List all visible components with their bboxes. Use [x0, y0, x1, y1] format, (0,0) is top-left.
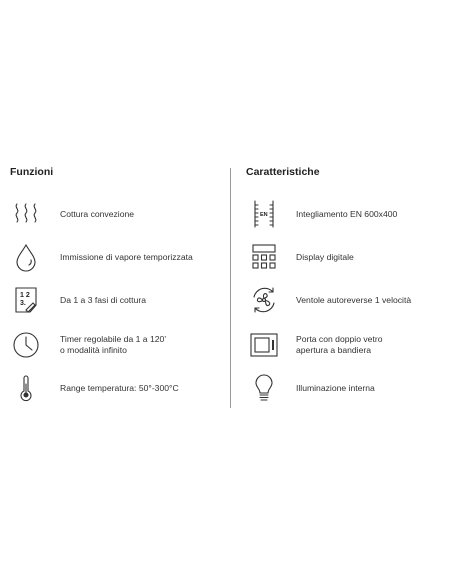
feature-item-door	[248, 329, 382, 361]
feature-label	[60, 334, 166, 356]
feature-label-line: apertura a bandiera	[296, 345, 372, 355]
feature-label-line: Range temperatura: 50°-300°C	[60, 382, 179, 393]
feature-item-temperature	[10, 372, 179, 404]
phases-glyph-row1: 1 2	[20, 292, 30, 299]
feature-item-display	[248, 241, 354, 273]
feature-label	[60, 209, 134, 220]
reversible-fan-icon	[248, 284, 280, 316]
feature-item-timer	[10, 329, 166, 361]
clock-icon	[10, 329, 42, 361]
oven-door-icon	[248, 329, 280, 361]
feature-label	[60, 295, 146, 306]
feature-label	[60, 252, 193, 263]
column-divider	[230, 168, 231, 408]
feature-label-line: o modalità infinito	[60, 345, 127, 355]
feature-item-convection	[10, 198, 134, 230]
feature-label	[60, 383, 179, 394]
feature-label	[296, 383, 375, 394]
feature-item-steam	[10, 241, 193, 273]
digital-display-icon	[248, 241, 280, 273]
light-bulb-icon	[248, 372, 280, 404]
feature-label-line: Cottura convezione	[60, 208, 135, 219]
feature-label-line: Da 1 a 3 fasi di cottura	[60, 294, 146, 305]
feature-label-line: Ventole autoreverse 1 velocità	[296, 294, 412, 305]
feature-item-tray	[248, 198, 397, 230]
funzioni-title: Funzioni	[10, 166, 54, 178]
feature-label-line: Porta con doppio vetro	[296, 334, 383, 344]
thermometer-icon	[10, 372, 42, 404]
feature-item-phases	[10, 284, 146, 316]
feature-label	[296, 209, 397, 220]
feature-item-light	[248, 372, 375, 404]
caratteristiche-title: Caratteristiche	[246, 166, 320, 178]
phases-glyph-row2: 3.	[20, 300, 26, 307]
feature-label-line: Display digitale	[296, 251, 354, 262]
tray-guides-icon	[248, 198, 280, 230]
feature-label	[296, 295, 411, 306]
feature-label	[296, 252, 354, 263]
feature-label-line: Immissione di vapore temporizzata	[60, 251, 193, 262]
tray-glyph: EN	[260, 212, 268, 218]
feature-label-line: Illuminazione interna	[296, 382, 375, 393]
feature-item-fan	[248, 284, 411, 316]
convection-waves-icon	[10, 198, 42, 230]
cooking-phases-icon	[10, 284, 42, 316]
feature-label	[296, 334, 382, 356]
feature-label-line: Timer regolabile da 1 a 120’	[60, 334, 167, 344]
steam-drop-icon	[10, 241, 42, 273]
feature-label-line: Integliamento EN 600x400	[296, 208, 398, 219]
